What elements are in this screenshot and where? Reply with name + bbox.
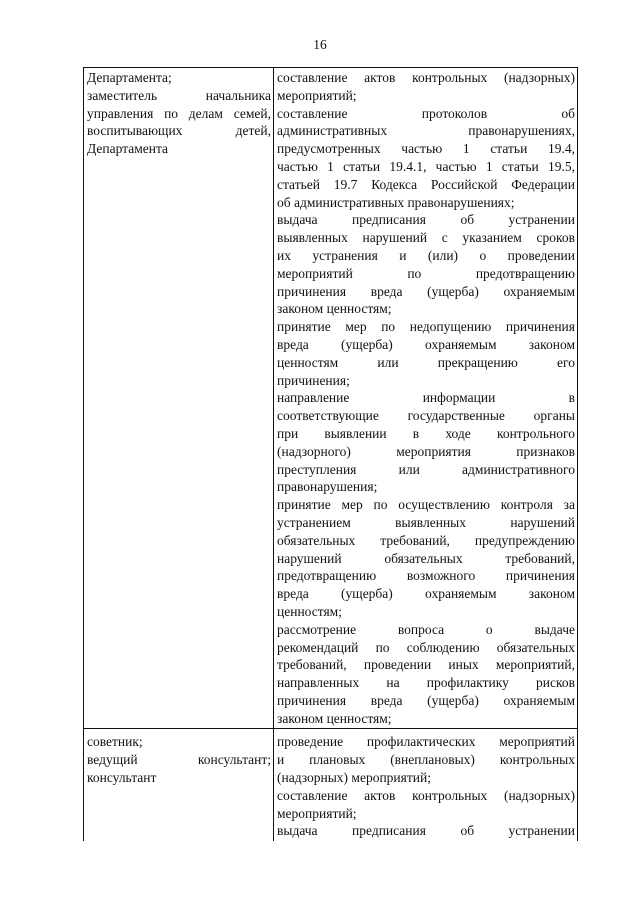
text-line: требований, проведении иных мероприятий, <box>277 657 575 673</box>
text-line: законом ценностям; <box>277 301 392 317</box>
text-line: проведение профилактических мероприятий <box>277 734 575 750</box>
duties-cell <box>274 729 578 841</box>
text-line: причинения вреда (ущерба) охраняемым <box>277 283 575 299</box>
text-line: управления по делам семей, <box>87 105 271 121</box>
text-line: административных правонарушениях, <box>277 123 575 139</box>
text-line: направление информации в <box>277 390 575 406</box>
text-line: статьей 19.7 Кодекса Российской Федерации <box>277 176 575 192</box>
text-line: ценностям; <box>277 603 342 619</box>
text-line: составление протоколов об <box>277 105 575 121</box>
text-line: консультант <box>87 770 157 786</box>
text-line: законом ценностям; <box>277 710 392 726</box>
text-line: и плановых (внеплановых) контрольных <box>277 752 575 768</box>
text-line: причинения вреда (ущерба) охраняемым <box>277 692 575 708</box>
duties-table <box>83 67 578 841</box>
text-line: предотвращению возможного причинения <box>277 568 575 584</box>
text-line: причинения; <box>277 372 350 388</box>
text-line: об административных правонарушениях; <box>277 194 515 210</box>
text-line: (надзорного) мероприятия признаков <box>277 443 575 459</box>
text-line: заместитель начальника <box>87 87 271 103</box>
text-line: (надзорных) мероприятий; <box>277 770 431 786</box>
text-line: выдача предписания об устранении <box>277 212 575 228</box>
page-number: 16 <box>313 37 327 52</box>
text-line: выявленных нарушений с указанием сроков <box>277 230 575 246</box>
duties-cell <box>274 68 578 729</box>
text-line: обязательных требований, предупреждению <box>277 532 575 548</box>
position-cell <box>84 68 274 729</box>
text-line: составление актов контрольных (надзорных) <box>277 787 575 803</box>
text-line: рассмотрение вопроса о выдаче <box>277 621 575 637</box>
text-line: вреда (ущерба) охраняемым законом <box>277 586 575 602</box>
text-line: воспитывающих детей, <box>87 123 271 139</box>
text-line: при выявлении в ходе контрольного <box>277 425 575 441</box>
text-line: преступления или административного <box>277 461 575 477</box>
text-line: принятие мер по осуществлению контроля за <box>277 497 575 513</box>
text-line: предусмотренных частью 1 статьи 19.4, <box>277 141 575 157</box>
text-line: рекомендаций по соблюдению обязательных <box>277 639 575 655</box>
text-line: мероприятий; <box>277 87 357 103</box>
text-line: ведущий консультант; <box>87 752 271 768</box>
text-line: советник; <box>87 734 143 750</box>
text-line: Департамента; <box>87 70 172 85</box>
text-line: мероприятий по предотвращению <box>277 265 575 281</box>
text-line: правонарушения; <box>277 479 378 495</box>
text-line: направленных на профилактику рисков <box>277 675 575 691</box>
table-row <box>84 729 578 841</box>
text-line: выдача предписания об устранении <box>277 823 575 839</box>
text-line: мероприятий; <box>277 805 357 821</box>
position-cell <box>84 729 274 841</box>
text-line: составление актов контрольных (надзорных) <box>277 70 575 85</box>
text-line: соответствующие государственные органы <box>277 408 575 424</box>
text-line: Департамента <box>87 141 169 157</box>
text-line: ценностям или прекращению его <box>277 354 575 370</box>
text-line: нарушений обязательных требований, <box>277 550 575 566</box>
text-line: принятие мер по недопущению причинения <box>277 319 575 335</box>
text-line: устранением выявленных нарушений <box>277 514 575 530</box>
text-line: их устранения и (или) о проведении <box>277 247 575 263</box>
text-line: частью 1 статьи 19.4.1, частью 1 статьи 19.5, <box>277 158 575 174</box>
table-row <box>84 68 578 729</box>
text-line: вреда (ущерба) охраняемым законом <box>277 336 575 352</box>
